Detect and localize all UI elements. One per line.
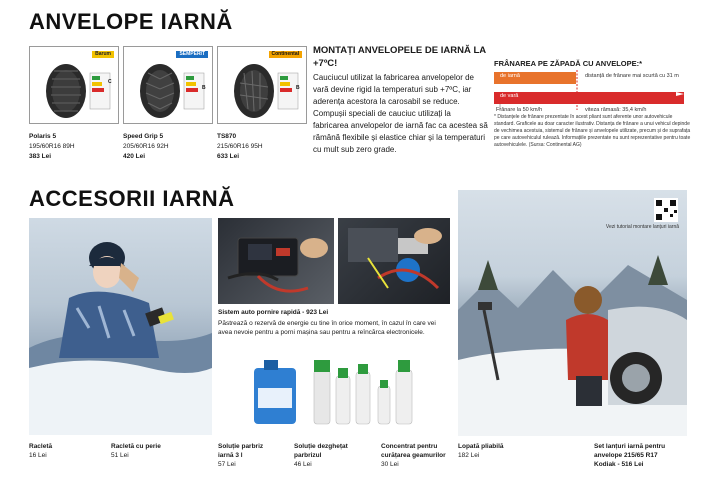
caption-name: Soluție dezghețat parbrizul [294,443,348,459]
caption-name: Racletă [29,443,53,450]
caption-price: 16 Lei [29,452,47,459]
chains-tutorial-link[interactable]: Vezi tutorial montare lanțuri iarnă [605,224,679,230]
starter-title: Sistem auto pornire rapidă - 923 Lei [218,309,329,316]
caption-raclet-brush [111,442,201,460]
brand-logo: Barum [92,51,114,58]
caption-glass-cleaner [381,442,453,469]
label-letter: C [108,79,112,85]
caption-raclet [29,442,99,460]
caption-name: Racletă cu perie [111,443,161,450]
accessories-section-title: ACCESORII IARNĂ [29,186,235,211]
info-body: Cauciucul utilizat la fabricarea anvelopelor de vară devine rigid la temperaturi sub +7ºC, iar aderența acestora la carosabil se reduce. Compușii speciali de cauciuc utilizați la fabricarea anvelopelor de iarnă fac ca acestea să rămână flexibile și elastice chiar și la temperaturi cu mult sub zero grade. [313,73,488,154]
tire-image [124,47,212,123]
tire-spec: 205/60R16 92H [123,143,169,150]
winter-bar-label: de iarnă [500,73,520,79]
tire-name: TS870 [217,133,237,140]
label-letter: B [296,85,300,91]
starter-trunk-photo [218,218,334,304]
starter-engine-photo [338,218,450,304]
tire-card-polaris[interactable] [29,46,119,124]
caption-name: Set lanțuri iarnă pentru anvelope 215/65 R17 [594,443,666,459]
tire-spec: 195/60R16 89H [29,143,75,150]
winter-advantage-note: distanță de frânare mai scurtă cu 31 m [585,73,679,79]
washer-fluids-photo [218,346,450,436]
caption-price: 57 Lei [218,461,236,468]
tire-price: 633 Lei [217,153,240,160]
braking-title: FRÂNAREA PE ZĂPADĂ CU ANVELOPE:* [494,59,643,68]
tire-price: 383 Lei [29,153,52,160]
caption-name: Soluție parbriz iarnă 3 l [218,443,264,459]
tire-price: 420 Lei [123,153,146,160]
caption-name: Lopată pliabilă [458,443,504,450]
caption-washer-fluid [218,442,278,469]
brand-logo: SEMPERIT [176,51,208,58]
tire-name: Polaris 5 [29,133,57,140]
caption-price: 30 Lei [381,461,399,468]
summer-bar-label: de vară [500,93,519,99]
caption-snow-chains [594,442,694,469]
tire-name: Speed Grip 5 [123,133,164,140]
caption-price: 51 Lei [111,452,129,459]
braking-disclaimer: * Distanțele de frânare prezentate în acest pliant sunt aferente unor autovehicule standard. Graficele au doar caracter ilustrativ. Distanța de frânare a unui vehicul depinde de vechimea acestuia, sistemul de frânare și anvelopele utilizate, precum și de suprafața pe care autovehiculul rulează. Informațiile prezentate nu sunt reprezentative pentru toate autovehiculele. (Sursa: Continental AG) [494,114,691,148]
info-title: MONTAȚI ANVELOPELE DE IARNĂ LA +7ºC! [313,45,486,69]
tire-image [218,47,306,123]
tire-card-speedgrip[interactable] [123,46,213,124]
caption-price: 46 Lei [294,461,312,468]
tire-spec: 215/60R16 95H [217,143,263,150]
scraper-photo [29,218,212,435]
brand-logo: Continental [269,51,303,58]
tires-section-title: ANVELOPE IARNĂ [29,9,233,34]
caption-deicer [294,442,364,469]
tire-image [30,47,118,123]
remaining-speed-label: viteza rămasă: 35,4 km/h [585,107,647,113]
caption-price: Kodiak - 516 Lei [594,461,644,468]
starter-description: Păstrează o rezervă de energie cu tine în orice moment, în cazul în care vei avea nevoie pentru a porni mașina sau pentru a reîncărca electronicele. [218,320,436,336]
tire-card-ts870[interactable] [217,46,307,124]
caption-name: Concentrat pentru curățarea geamurilor [381,443,446,459]
label-letter: B [202,85,206,91]
braking-speed-label: Frânare la 50 km/h [496,107,543,113]
snow-chains-photo [458,190,687,436]
caption-price: 182 Lei [458,452,480,459]
caption-shovel [458,442,538,460]
